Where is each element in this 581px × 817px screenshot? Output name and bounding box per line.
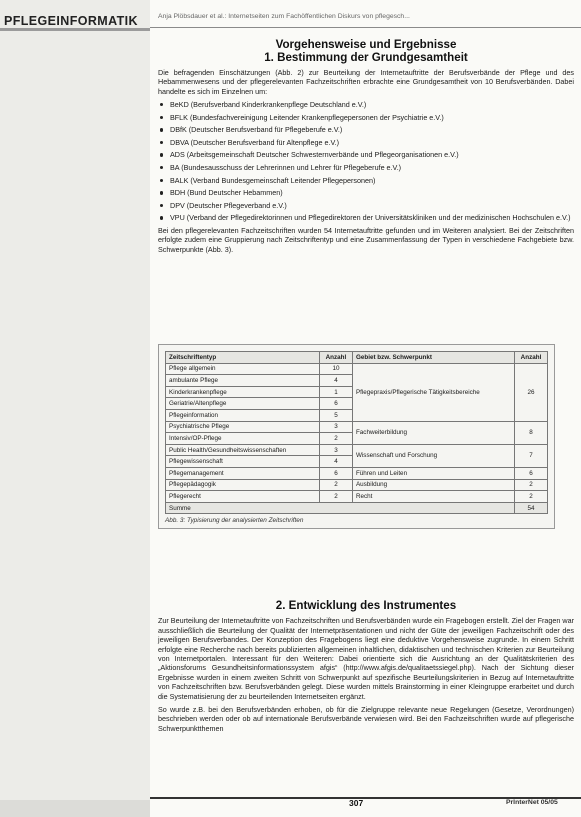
table-row xyxy=(166,363,548,375)
cell-typ: Pflegerecht xyxy=(166,491,320,503)
zeitschriften-table xyxy=(165,351,548,514)
cell-typ: Pflegeinformation xyxy=(166,409,320,421)
table-caption: Abb. 3: Typisierung der analysierten Zeitschriften xyxy=(165,517,304,525)
journal-issue: PrInterNet 05/05 xyxy=(506,799,558,806)
bullet-icon xyxy=(160,116,163,119)
cell-anzahl: 6 xyxy=(319,398,352,410)
table-body xyxy=(166,363,548,514)
table-row xyxy=(166,491,548,503)
cell-typ: ambulante Pflege xyxy=(166,375,320,387)
method-paragraph-2: So wurde z.B. bei den Berufsverbänden erhoben, ob für die Zielgruppe relevante neue Regelungen (Gesetze, Verordnungen) beschrieben werden oder ob auf internationale Berufsverbände verwiesen wird. Bei den Fachzeitschriften wurde auf pflegerische Schwerpunktthemen xyxy=(158,705,574,733)
brand-rule xyxy=(0,28,150,31)
subsection-heading-2: 2. Entwicklung des Instrumentes xyxy=(275,599,457,612)
table-row xyxy=(166,467,548,479)
cell-anzahl: 10 xyxy=(319,363,352,375)
cell-anzahl: 5 xyxy=(319,409,352,421)
verband-name: DPV (Deutscher Pflegeverband e.V.) xyxy=(170,200,287,210)
page-number: 307 xyxy=(349,798,364,808)
cell-typ: Intensiv/OP-Pflege xyxy=(166,433,320,445)
cell-gebiet: Ausbildung xyxy=(352,479,514,491)
table-header-row xyxy=(166,352,548,364)
cell-typ: Geriatrie/Altenpflege xyxy=(166,398,320,410)
verband-list xyxy=(158,100,574,223)
bullet-icon xyxy=(160,216,163,219)
cell-gebiet: Recht xyxy=(352,491,514,503)
section-1 xyxy=(158,40,574,254)
cell-typ: Pflegewissenschaft xyxy=(166,456,320,468)
col-header-gebiet: Gebiet bzw. Schwerpunkt xyxy=(352,352,514,364)
cell-anzahl: 1 xyxy=(319,386,352,398)
cell-anzahl-gebiet: 2 xyxy=(515,479,548,491)
verband-list-item xyxy=(158,125,574,134)
verband-name: BeKD (Berufsverband Kinderkrankenpflege Deutschland e.V.) xyxy=(170,100,367,110)
bullet-icon xyxy=(160,191,163,194)
cell-typ: Psychiatrische Pflege xyxy=(166,421,320,433)
bullet-icon xyxy=(160,179,163,182)
verband-name: BDH (Bund Deutscher Hebammen) xyxy=(170,188,283,198)
method-paragraph-1: Zur Beurteilung der Internetauftritte von Fachzeitschriften und Berufsverbänden wurde ein Fragebogen erstellt. Ziel der Fragen war ausschließlich die Beurteilung der Qualität der Internetpräsentationen und nicht der Güte der jeweiligen Fachzeitschrift oder des jeweiligen Berufsverbandes. Der Konzeption des Fragebogens liegt eine deduktive Vorgehensweise zugrunde. In einem Schritt erfolgte eine Recherche nach bereits publizierten allgemeinen inhaltlichen, didaktischen und technischen Kriterien zur Beurteilung von Internetportalen. Interessant für den Weiteren: Dabei orientierte sich die Ausrichtung an der Qualitätskriterien des „Aktionsforums Gesundheitsinformationssystem afgis“ (http://www.afgis.de/qualitaetssiegel.php). Nach der Sichtung dieser Ergebnisse wurden in einem zweiten Schritt von Schwerpunkt auf spezifische Beurteilungskriterien in Bezug auf Internetauftritte von Fachzeitschriften bzw. Berufsverbänden gelegt. Diese wurden mittels Brainstorming in einer Kleingruppe erarbeitet und durch die Systematisierung der zu beurteilenden Internetseiten ergänzt. xyxy=(158,616,574,701)
col-header-anzahl: Anzahl xyxy=(319,352,352,364)
cell-typ: Public Health/Gesundheitswissenschaften xyxy=(166,444,320,456)
cell-anzahl-gebiet: 26 xyxy=(515,363,548,421)
sum-label: Summe xyxy=(166,502,515,514)
bullet-icon xyxy=(160,141,163,144)
cell-anzahl: 2 xyxy=(319,433,352,445)
cell-typ: Pflege allgemein xyxy=(166,363,320,375)
bullet-icon xyxy=(160,103,163,106)
section-heading: Vorgehensweise und Ergebnisse xyxy=(275,38,457,51)
verband-list-item xyxy=(158,150,574,159)
intro-paragraph: Die befragenden Einschätzungen (Abb. 2) zur Beurteilung der Internetauftritte der Berufsverbände der Pflege und des Hebammenwesens und der pflegerelevanten Fachzeitschriften erbrachte eine Grundgesamtheit von 10 Berufsverbänden. Dabei handelte es sich im Einzelnen um: xyxy=(158,67,574,96)
bullet-icon xyxy=(160,153,163,156)
cell-anzahl-gebiet: 2 xyxy=(515,491,548,503)
verband-name: DBVA (Deutscher Berufsverband für Altenpflege e.V.) xyxy=(170,137,339,147)
cell-anzahl-gebiet: 6 xyxy=(515,467,548,479)
header-rule xyxy=(150,27,581,28)
cell-anzahl: 2 xyxy=(319,491,352,503)
cell-anzahl: 4 xyxy=(319,375,352,387)
sum-value: 54 xyxy=(515,502,548,514)
table-row xyxy=(166,421,548,433)
subsection-heading-1: 1. Bestimmung der Grundgesamtheit xyxy=(264,51,468,65)
verband-name: BFLK (Bundesfachvereinigung Leitender Krankenpflegepersonen der Psychiatrie e.V.) xyxy=(170,112,444,122)
table-row xyxy=(166,479,548,491)
running-title: Anja Plöbsdauer et al.: Internetseiten zum Fachöffentlichen Diskurs von pflegesch... xyxy=(158,13,410,20)
verband-name: BALK (Verband Bundesgemeinschaft Leitender Pflegepersonen) xyxy=(170,175,376,185)
table-sum-row xyxy=(166,502,548,514)
left-margin-band xyxy=(0,0,150,817)
cell-typ: Pflegepädagogik xyxy=(166,479,320,491)
verband-list-item xyxy=(158,100,574,109)
cell-anzahl-gebiet: 8 xyxy=(515,421,548,444)
cell-anzahl: 3 xyxy=(319,444,352,456)
verband-name: ADS (Arbeitsgemeinschaft Deutscher Schwesternverbände und Pflegeorganisationen e.V.) xyxy=(170,150,459,160)
cell-gebiet: Führen und Leiten xyxy=(352,467,514,479)
cell-anzahl: 4 xyxy=(319,456,352,468)
col-header-typ: Zeitschriftentyp xyxy=(166,352,320,364)
verband-list-item xyxy=(158,188,574,197)
cell-anzahl: 3 xyxy=(319,421,352,433)
verband-list-item xyxy=(158,163,574,172)
brand-logo: PFLEGEINFORMATIK xyxy=(4,14,138,28)
bullet-icon xyxy=(160,204,163,207)
verband-list-item xyxy=(158,176,574,185)
verband-name: BA (Bundesausschuss der Lehrerinnen und Lehrer für Pflegeberufe e.V.) xyxy=(170,163,402,172)
table-row xyxy=(166,444,548,456)
verband-list-item xyxy=(158,138,574,147)
cell-anzahl: 6 xyxy=(319,467,352,479)
verband-list-item xyxy=(158,213,574,222)
col-header-anzahl-gebiet: Anzahl xyxy=(515,352,548,364)
cell-gebiet: Fachweiterbildung xyxy=(352,421,514,444)
cell-typ: Pflegemanagement xyxy=(166,467,320,479)
zeitschriften-table-box xyxy=(158,344,555,529)
bullet-icon xyxy=(160,128,163,131)
cell-anzahl: 2 xyxy=(319,479,352,491)
cell-typ: Kinderkrankenpflege xyxy=(166,386,320,398)
bullet-icon xyxy=(160,166,163,169)
cell-gebiet: Pflegepraxis/Pflegerische Tätigkeitsbereiche xyxy=(352,363,514,421)
verband-name: DBfK (Deutscher Berufsverband für Pflegeberufe e.V.) xyxy=(170,125,343,135)
verband-name: VPU (Verband der Pflegedirektorinnen und Pflegedirektoren der Universitätskliniken und der medizinischen Hochschulen e.V.) xyxy=(170,213,571,223)
section-2 xyxy=(158,601,574,733)
verband-list-item xyxy=(158,113,574,122)
footer-margin-band xyxy=(0,800,150,817)
cell-anzahl-gebiet: 7 xyxy=(515,444,548,467)
cell-gebiet: Wissenschaft und Forschung xyxy=(352,444,514,467)
verband-list-item xyxy=(158,201,574,210)
outro-paragraph: Bei den pflegerelevanten Fachzeitschriften wurden 54 Internetauftritte gefunden und im Weiteren analysiert. Bei der Zeitschriften erfolgte zudem eine Gruppierung nach Zeitschriftentyp und eine Zusammenfassung der Typen in verschiedene Fachgebiete bzw. Schwerpunkte (Abb. 3). xyxy=(158,225,574,254)
